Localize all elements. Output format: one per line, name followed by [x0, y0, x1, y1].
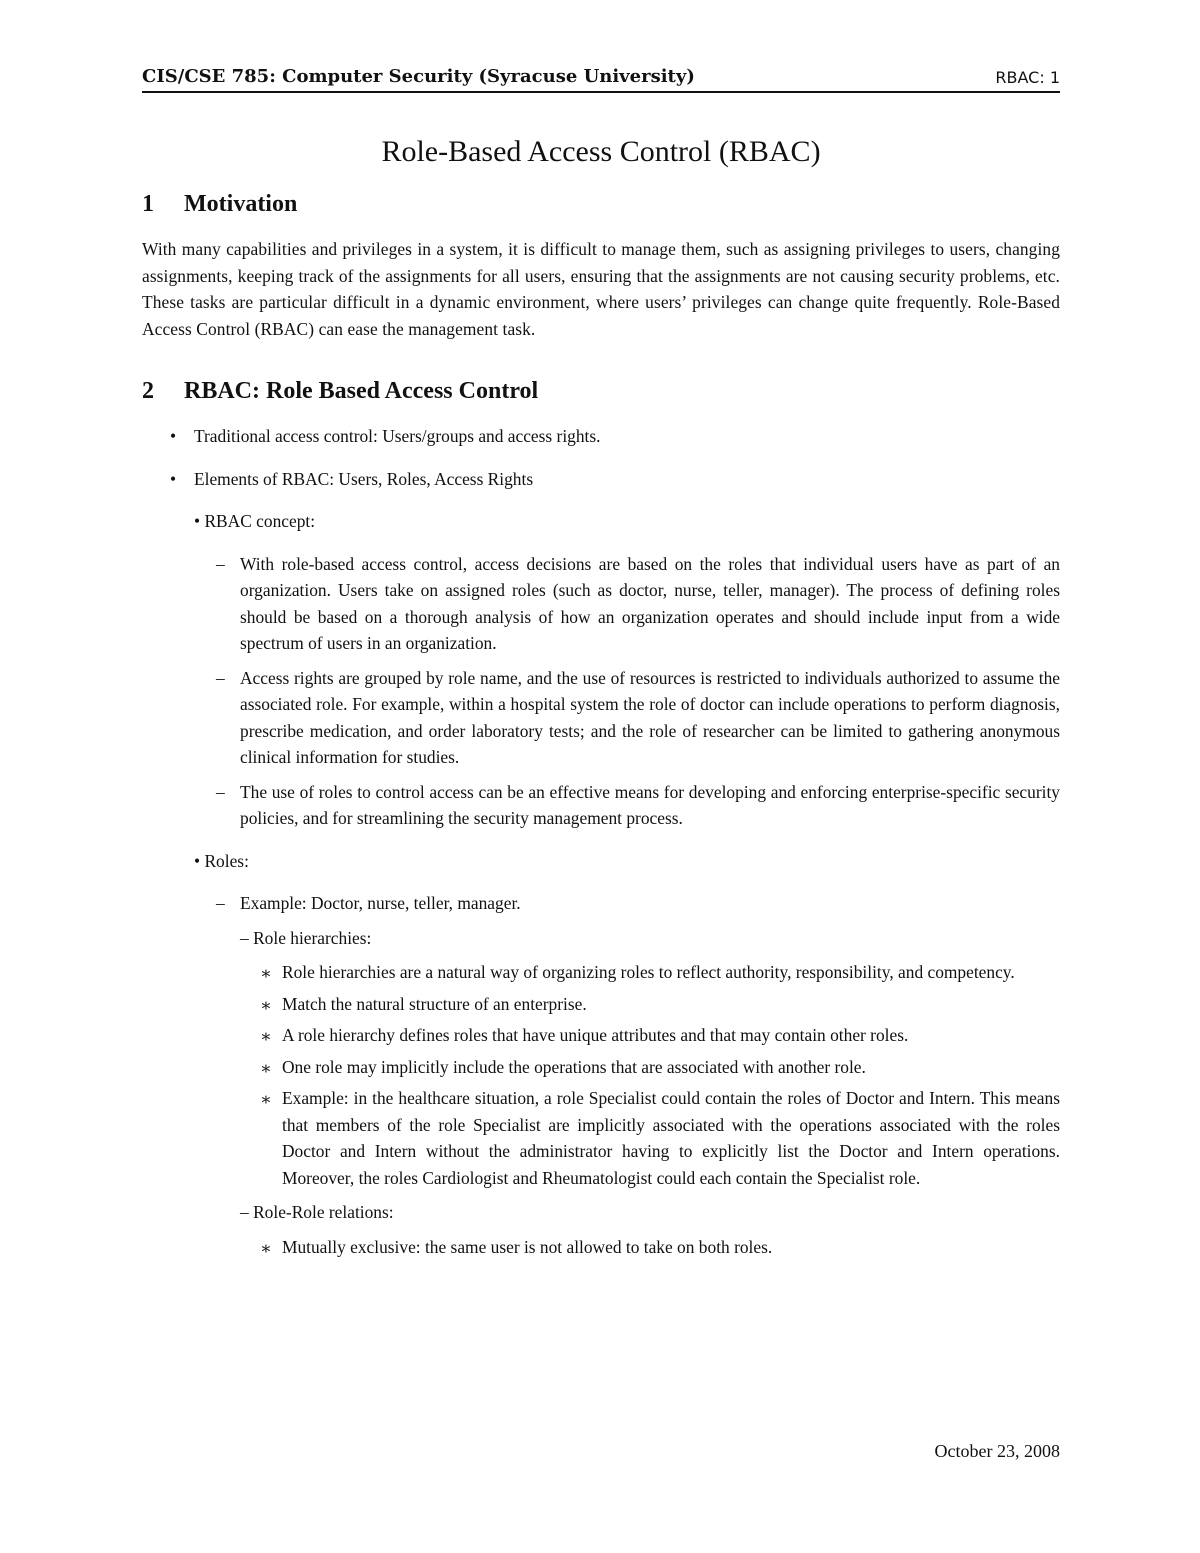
dash-icon: – [240, 1202, 249, 1222]
hierarchy-point-text: Match the natural structure of an enterprise. [282, 993, 587, 1014]
asterisk-icon: ∗ [260, 1026, 272, 1046]
rbac-bullet-list [142, 423, 1060, 1260]
sub-list-item-text: Example: Doctor, nurse, teller, manager. [240, 893, 521, 913]
section-number: 1 [142, 191, 154, 217]
sub-list-item-text: Access rights are grouped by role name, and the use of resources is restricted to individuals authorized to assume the associated role. For example, within a hospital system the role of doctor can include operations to perform diagnosis, prescribe medication, and order laboratory tests; and the role of researcher can be limited to gathering anonymous clinical information for studies. [240, 667, 1060, 767]
sub-list-item [142, 890, 1060, 917]
list-item-text: Traditional access control: Users/groups and access rights. [194, 426, 601, 446]
role-hierarchies-list [142, 959, 1060, 1191]
relation-point [142, 1234, 1060, 1261]
dash-icon: – [240, 927, 249, 948]
running-header [142, 66, 1060, 93]
bullet-icon: • [170, 426, 177, 446]
sub-list-item [142, 665, 1060, 771]
section-title: RBAC: Role Based Access Control [184, 378, 539, 404]
bullet-icon: • [194, 511, 201, 531]
sub-list-item-text: Role hierarchies: [253, 927, 372, 948]
asterisk-icon: ∗ [260, 1089, 272, 1109]
role-relations-list [142, 1234, 1060, 1261]
sub-list-item-text: Role-Role relations: [253, 1202, 394, 1222]
footer-date: October 23, 2008 [934, 1441, 1060, 1461]
hierarchy-point [142, 1085, 1060, 1191]
list-item-text: Elements of RBAC: Users, Roles, Access Rights [194, 468, 534, 489]
sub-list-item [142, 925, 1060, 1192]
section-number: 2 [142, 378, 154, 404]
section-title: Motivation [184, 191, 298, 217]
hierarchy-point-text: A role hierarchy defines roles that have unique attributes and that may contain other roles. [282, 1025, 909, 1045]
dash-icon: – [216, 667, 225, 688]
sub-list-item [142, 1199, 1060, 1260]
list-item [142, 466, 1060, 493]
dash-icon: – [216, 893, 225, 913]
section-2-heading [142, 378, 1060, 405]
asterisk-icon: ∗ [260, 1057, 272, 1078]
rbac-concept-sublist [142, 551, 1060, 832]
hierarchy-point-text: Role hierarchies are a natural way of organizing roles to reflect authority, responsibility, and competency. [282, 962, 1015, 982]
hierarchy-point-text: One role may implicitly include the operations that are associated with another role. [282, 1056, 866, 1077]
document-title: Role-Based Access Control (RBAC) [381, 135, 821, 168]
asterisk-icon: ∗ [260, 1237, 272, 1258]
sub-list-item-text: The use of roles to control access can be an effective means for developing and enforcing enterprise-specific security policies, and for streamlining the security management process. [240, 781, 1060, 828]
sub-list-item-text: With role-based access control, access decisions are based on the roles that individual users have as part of an organization. Users take on assigned roles (such as doctor, nurse, teller, manager). The process of defining roles should be based on a thorough analysis of how an organization operates and should include input from a wide spectrum of users in an organization. [240, 553, 1060, 653]
hierarchy-point [142, 1022, 1060, 1049]
page-label: RBAC: 1 [995, 68, 1060, 87]
sub-list-item [142, 551, 1060, 657]
asterisk-icon: ∗ [260, 994, 272, 1015]
bullet-icon: • [194, 850, 201, 871]
hierarchy-point [142, 959, 1060, 986]
dash-icon: – [216, 553, 225, 574]
dash-icon: – [216, 781, 225, 802]
list-item [142, 423, 1060, 450]
hierarchy-point-text: Example: in the healthcare situation, a role Specialist could contain the roles of Doctor and Intern. This means that members of the role Specialist are implicitly associated with the operations associated with the roles Doctor and Intern without the administrator having to explicitly list the Doctor and Intern operations. Moreover, the roles Cardiologist and Rheumatologist could each contain the Specialist role. [282, 1088, 1060, 1188]
asterisk-icon: ∗ [260, 963, 272, 983]
list-item [142, 848, 1060, 1261]
document-page [142, 66, 1060, 1276]
list-item-text: RBAC concept: [204, 511, 316, 531]
sub-list-item [142, 779, 1060, 832]
relation-point-text: Mutually exclusive: the same user is not allowed to take on both roles. [282, 1236, 773, 1257]
list-item-text: Roles: [204, 850, 249, 871]
list-item [142, 508, 1060, 832]
motivation-paragraph: With many capabilities and privileges in a system, it is difficult to manage them, such as assigning privileges to users, changing assignments, keeping track of the assignments for all users, ensuring that the assignments are not causing security problems, etc. These tasks are particular difficult in a dynamic environment, where users’ privileges can change quite frequently. Role-Based Access Control (RBAC) can ease the management task. [142, 239, 1060, 339]
hierarchy-point [142, 991, 1060, 1018]
bullet-icon: • [170, 468, 177, 489]
course-title: CIS/CSE 785: Computer Security (Syracuse University) [142, 66, 695, 87]
roles-sublist [142, 890, 1060, 1260]
section-1-heading [142, 191, 1060, 218]
hierarchy-point [142, 1054, 1060, 1081]
